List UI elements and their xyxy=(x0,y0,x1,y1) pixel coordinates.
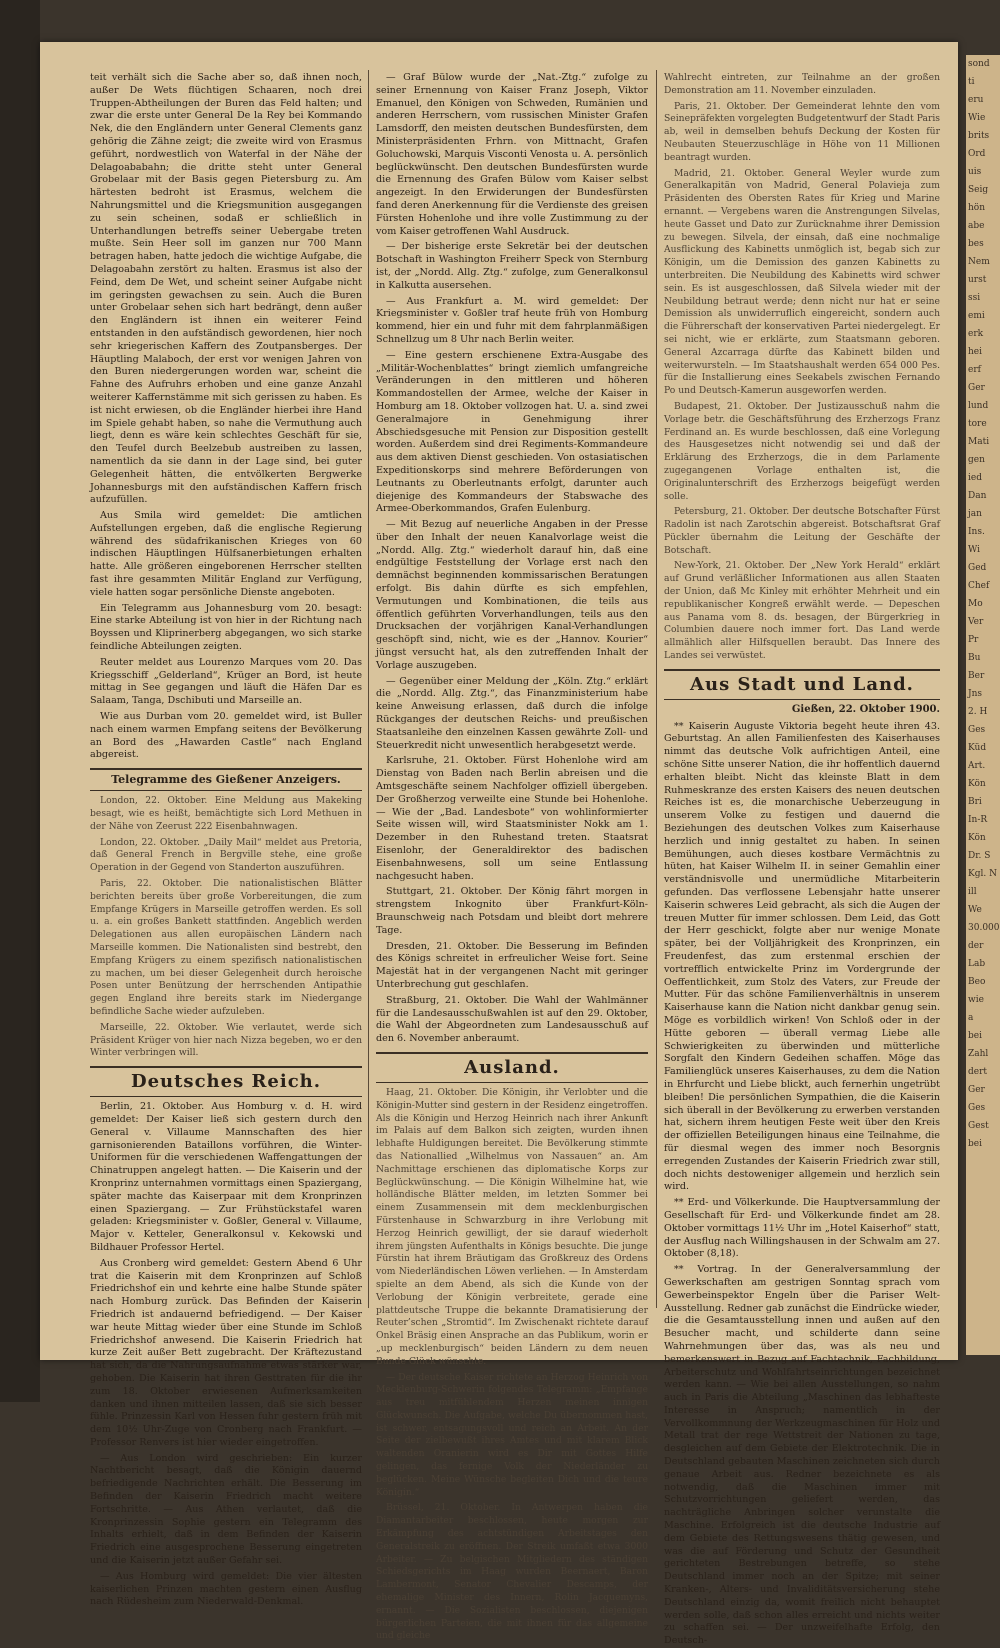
strip-fragment: hön xyxy=(968,203,986,213)
article-strassburg: Straßburg, 21. Oktober. Die Wahl der Wahlmänner für die Landesausschußwahlen ist auf den 29. Oktober, die Wahl der Abgeordneten zum Landesausschuß auf den 6. November anberaumt. xyxy=(376,994,648,1045)
strip-fragment: Bri xyxy=(968,797,982,807)
article-smila: Aus Smila wird gemeldet: Die amtlichen Aufstellungen ergeben, daß die englische Regierung während des südafrikanischen Krieges von 60 indischen Häuptlingen Hülfsanerbietungen erhalten hatte. Alle größeren eingeborenen Herrscher stellten fast ihre gesammten Militär England zur Verfügung, viele hatten sogar persönliche Dienste angeboten. xyxy=(90,510,362,598)
article-wahlrecht: Wahlrecht eintreten, zur Teilnahme an der großen Demonstration am 11. November einzuladen. xyxy=(664,72,940,96)
strip-fragment: Wie xyxy=(968,113,986,123)
strip-fragment: eru xyxy=(968,95,984,105)
article-finanzministerium: — Gegenüber einer Meldung der „Köln. Ztg.“ erklärt die „Nordd. Allg. Ztg.“, das Finanzministerium habe keine Anweisung erlassen, daß durch die infolge Rückganges der deutschen Reichs- und preußischen Staatsanleihe den einzelnen Kassen gewährte Zoll- und Steuerkredit nicht unwesentlich herabgesetzt werde. xyxy=(376,675,648,751)
strip-fragment: Kgl. N xyxy=(968,869,997,879)
strip-fragment: Mo xyxy=(968,599,983,609)
strip-fragment: Chef xyxy=(968,581,990,591)
article-bruessel: Brüssel, 21. Oktober. In Antwerpen haben die Diamantarbeiter beschlossen, heute morgen zur Erkämpfung des achtstündigen Arbeitstages den Generalstreik zu eröffnen. Der Streik umfaßt etwa 3000 Arbeiter. — Zu belgischen Mitgliedern des ständigen Schiedsgerichts im Haag wurden Beernaert, Baron Lambermont, Senator Chevalier Descamps, der ehemalige Minister des Innern, Rolin Jacquemyns, ernannt. — Die Sozialisten beschlossen, diejenigen bürgerlichen Parteien, die mit ihnen für das allgemeine und gleiche xyxy=(376,1502,648,1642)
strip-fragment: Kön xyxy=(968,833,986,843)
column-rule-1 xyxy=(368,70,369,1308)
article-cronberg: Aus Cronberg wird gemeldet: Gestern Abend 6 Uhr trat die Kaiserin mit dem Kronprinzen auf Schloß Friedrichshof ein und kehrte eine halbe Stunde später nach Homburg zurück. Das Befinden der Kaiserin Friedrich ist andauernd befriedigend. — Der Kaiser war heute Mittag wieder über eine Stunde im Schloß Friedrichshof anwesend. Die Kaiserin Friedrich hat kurze Zeit außer Bett zugebracht. Der Kräftezustand hat sich, da die Nahrungsaufnahme etwas stärker war, gehoben. Die Kaiserin hat ihren Gesttraten für die ihr zum 18. Oktober erwiesenen Aufmerksamkeiten danken und ihnen mitteilen lassen, daß sie sich besser fühle. Prinzessin Karl von Hessen fuhr gestern früh mit dem 10½ Uhr-Zuge von Cronberg nach Frankfurt. — Professor Renvers ist hier wieder eingetroffen. xyxy=(90,1257,362,1448)
article-paris-budget: Paris, 21. Oktober. Der Gemeinderat lehnte den vom Seinepräfekten vorgelegten Budgetentwurf der Stadt Paris ab, weil in demselben behufs Deckung der Kosten für Neubauten Steuerzuschläge in Höhe von 11 Millionen beantragt wurden. xyxy=(664,100,940,163)
strip-fragment: emi xyxy=(968,311,985,321)
strip-fragment: bei xyxy=(968,1139,982,1149)
strip-fragment: Pr xyxy=(968,635,979,645)
strip-fragment: Lab xyxy=(968,959,986,969)
article-kaiserin-geburtstag: ** Kaiserin Auguste Viktoria begeht heute ihren 43. Geburtstag. An allen Familienfesten des Kaiserhauses nimmt das deutsche Volk aufrichtigen Anteil, eine schöne Sitte unserer Nation, die ihr hoffentlich dauernd erhalten bleibt. Nicht das kleinste Blatt in dem Ruhmeskranze des ersten Kaisers des neuen deutschen Reiches ist es, die monarchische Ueberzeugung in unserem Volke zu festigen und dauernd die Beziehungen des deutschen Volkes zum Kaiserhause herzlich und innig gestaltet zu haben. In seinen Bemühungen, auch dieses kostbare Vermächtnis zu hüten, hat Kaiser Wilhelm II. in seiner Gemahlin einer verständnisvolle und unermüdliche Mitarbeiterin gefunden. Das verflossene Lebensjahr hatte unserer Kaiserin schweres Leid gebracht, als sich die Augen der treuen Mutter für immer schlossen. Dem Leid, das Gott der Herr geschickt, folgte aber nur wenige Monate später, bei der Volljährigkeit des Kronprinzen, ein Freudenfest, das zum erstenmal erschien der vortrefflich entwickelte Prinz im Vordergrunde der Oeffentlichkeit, zum Stolz des Vaters, zur Freude der Mutter. Für das schöne Familienverhältnis in unserem Kaiserhause kann die Nation nicht dankbar genug sein. Möge es vorbildlich wirken! Von Schloß oder in der Hütte geboren — überall vermag Liebe alle Schwierigkeiten zu überwinden und mütterliche Sorgfalt den Kindern Gedeihen schaffen. Möge das Familienglück unseres Kaiserhauses, zu dem die Nation in Ehrfurcht und Liebe blickt, auch fernerhin ungetrübt bleiben! Die persönlichen Sympathien, die die Kaiserin sich überall in der Bevölkerung zu erwerben verstanden hat, sichern ihrem heutigen Feste weit über den Kreis der offiziellen Beteiligungen hinaus eine Teilnahme, die für diesmal wegen des immer noch Besorgnis erregenden Zustandes der Kaiserin Friedrich zwar still, doch nichts destoweniger allgemein und herzlich sein wird. xyxy=(664,720,940,1193)
telegram-london-2: London, 22. Oktober. „Daily Mail“ meldet aus Pretoria, daß General French in Bergville stehe, eine große Operation in der Gegend von Standerton auszuführen. xyxy=(90,836,362,874)
strip-fragment: lund xyxy=(968,401,989,411)
strip-fragment: der xyxy=(968,941,984,951)
article-stuttgart: Stuttgart, 21. Oktober. Der König fährt morgen in strengstem Inkognito über Frankfurt-Köln-Braunschweig nach Potsdam und bleibt dort mehrere Tage. xyxy=(376,886,648,936)
strip-fragment: jan xyxy=(968,509,982,519)
strip-fragment: Art. xyxy=(968,761,986,771)
article-budapest: Budapest, 21. Oktober. Der Justizausschuß nahm die Vorlage betr. die Geschäftsführung des Erzherzogs Franz Ferdinand an. Es wurde beschlossen, daß eine Vorlegung des Hausgesetzes nicht notwendig sei und daß der Erklärung des Erzherzogs, die in dem Parlamente zugegangenen Vorlage enthalten ist, die Originalunterschrift des Erzherzogs beigefügt werden solle. xyxy=(664,400,940,502)
strip-fragment: hei xyxy=(968,347,983,357)
strip-fragment: Kön xyxy=(968,779,986,789)
article-lourenzo-marques: Reuter meldet aus Lourenzo Marques vom 20. Das Kriegsschiff „Gelderland“, Krüger an Bord, ist heute mittag in See gegangen und läuft die Häfen Dar es Salaam, Tanga, Dschibuti und Marseille an. xyxy=(90,656,362,707)
article-kanalvorlage: — Mit Bezug auf neuerliche Angaben in der Presse über den Inhalt der neuen Kanalvorlage weist die „Nordd. Allg. Ztg.“ wiederholt darauf hin, daß eine endgültige Feststellung der Vorlage erst nach den demnächst beginnenden kommissarischen Beratungen erfolgt. Bis dahin dürfte es sich empfehlen, Vermutungen und Kombinationen, die teils aus öffentlich geführten Vorverhandlungen, teils aus den Drucksachen der vorjährigen Kanal-Verhandlungen geschöpft sind, nicht, wie es der „Hannov. Kourier“ jüngst versucht hat, als den zutreffenden Inhalt der Vorlage auszugeben. xyxy=(376,519,648,671)
strip-fragment: wie xyxy=(968,995,984,1005)
strip-fragment: Ger xyxy=(968,383,985,393)
strip-fragment: 30.000 xyxy=(968,923,1000,933)
strip-fragment: Nem xyxy=(968,257,990,267)
strip-fragment: Küd xyxy=(968,743,987,753)
strip-fragment: Ger xyxy=(968,1085,985,1095)
strip-fragment: Ged xyxy=(968,563,987,573)
article-johannesburg: Ein Telegramm aus Johannesburg vom 20. besagt: Eine starke Abteilung ist von hier in der Richtung nach Boyssen und Kliprinerberg abgegangen, wo sich starke feindliche Abteilungen zeigten. xyxy=(90,602,362,653)
strip-fragment: Ber xyxy=(968,671,985,681)
strip-fragment: Ord xyxy=(968,149,986,159)
strip-fragment: Ver xyxy=(968,617,984,627)
article-erd-voelkerkunde: ** Erd- und Völkerkunde. Die Hauptversammlung der Gesellschaft für Erd- und Völkerkunde findet am 28. Oktober vormittags 11½ Uhr im „Hotel Kaiserhof“ statt, der Ausflug nach Willingshausen in der Schwalm am 27. Oktober (8,18). xyxy=(664,1197,940,1260)
strip-fragment: abe xyxy=(968,221,985,231)
strip-fragment: Ges xyxy=(968,725,986,735)
strip-fragment: erk xyxy=(968,329,984,339)
strip-fragment: Dr. S xyxy=(968,851,991,861)
article-dresden: Dresden, 21. Oktober. Die Besserung im Befinden des Königs schreitet in erfreulicher Weise fort. Seine Majestät hat in der vergangenen Nacht mit geringer Unterbrechung gut geschlafen. xyxy=(376,940,648,990)
strip-fragment: ied xyxy=(968,473,982,483)
column-2 xyxy=(376,72,648,1642)
strip-fragment: Dan xyxy=(968,491,987,501)
section-heading-stadt-und-land: Aus Stadt und Land. xyxy=(664,669,940,700)
column-3 xyxy=(664,72,940,1647)
strip-fragment: Mati xyxy=(968,437,990,447)
strip-fragment: Ges xyxy=(968,1103,986,1113)
article-frankfurt: — Aus Frankfurt a. M. wird gemeldet: Der Kriegsminister v. Goßler traf heute früh von Homburg kommend, hier ein und fuhr mit dem fahrplanmäßigen Schnellzug um 8 Uhr nach Berlin weiter. xyxy=(376,295,648,345)
article-vortrag: ** Vortrag. In der Generalversammlung der Gewerkschaften am gestrigen Sonntag sprach vom Gewerbeinspektor Engeln über die Pariser Welt-Ausstellung. Redner gab zunächst die Eindrücke wieder, die die Gesamtausstellung innen und außen auf den Besucher macht, und schilderte dann seine Wahrnehmungen über das, was als neu und bemerkenswert in Bezug auf Fachtechnik, Fachbildung, Arbeiterschutz und Wohlfahrtseinrichtungen bezeichnet werden kann. — Wie bei allen Ausstellungen, so nahm auch in Paris die Abteilung „Maschinen das lebhafteste Interesse in Anspruch; namentlich in der Vervollkommnung der Werkzeugmaschinen für Holz und Metall trat der rege Wettstreit der Nationen zu tage, desgleichen auf dem Gebiete der Elektrotechnik. Die in Deutschland gebauten Maschinen zeichneten sich durch genaue Arbeit aus. Redner bezeichnete es als notwendig, daß die Maschinen immer mit Schutzvorrichtungen geliefert werden, das nachträgliche Anbringen solcher verunstalte die Maschine. Erfolgreich ist die deutsche Industrie auf dem Gebiete des Rettungswesens thätig gewesen, und was die auf Förderung und Schutz der Gesundheit gerichteten Bestrebungen betreffe, so stehe Deutschland immer noch an der Spitze; mit seiner Kranken-, Alters- und Invaliditätsversicherung stehe Deutschland einzig da, womit freilich nicht behauptet werden solle, daß schon alles erreicht und nichts weiter zu schaffen sei. — Der unzweifelhafte Erfolg, den Deutsch- xyxy=(664,1264,940,1647)
strip-fragment: Jns xyxy=(968,689,983,699)
column-rule-2 xyxy=(656,70,657,1308)
strip-fragment: urst xyxy=(968,275,987,285)
strip-fragment: dert xyxy=(968,1067,988,1077)
telegram-paris: Paris, 22. Oktober. Die nationalistischen Blätter berichten bereits über große Vorbereitungen, die zum Empfange Krügers in Marseille getroffen werden. Es soll u. a. ein großes Bankett stattfinden. Angeblich werden Delegationen aus allen europäischen Ländern nach Marseille kommen. Die Nationalisten sind bestrebt, den Empfang Krügers zu einem spezifisch nationalistischen zu machen, um bei dieser Gelegenheit durch heroische Posen unter Benützung der herrschenden Antipathie gegen England ihre bereits stark im Niedergange befindliche Sache wieder aufzuleben. xyxy=(90,878,362,1017)
strip-fragment: erf xyxy=(968,365,981,375)
section-heading-deutsches-reich: Deutsches Reich. xyxy=(90,1066,362,1097)
strip-fragment: Seig xyxy=(968,185,989,195)
strip-fragment: sond xyxy=(968,59,990,69)
book-binding-edge xyxy=(0,0,40,1402)
article-madrid: Madrid, 21. Oktober. General Weyler wurde zum Generalkapitän von Madrid, General Polavieja zum Präsidenten des Obersten Rates für Krieg und Marine ernannt. — Vergebens waren die Anstrengungen Silvelas, heute Gasset und Dato zur Zurücknahme ihrer Demission zu bewegen. Silvela, der einsah, daß eine nochmalige Ausflickung des Kabinetts unmöglich ist, begab sich zur Königin, um die Demission des ganzen Kabinetts zu unterbreiten. Die Neubildung des Kabinetts wird schwer sein. Es ist ausgeschlossen, daß Silvela wieder mit der Neubildung betraut werde; denn nicht nur hat er seine Demission als unwiderruflich eingereicht, sondern auch die Führerschaft der konservativen Partei niedergelegt. Er sei nicht, wie er erklärte, zum Staatsmann geboren. General Azcarraga dürfte das Kabinett bilden und weiterwursteln. — Im Staatshaushalt werden 654 000 Pes. für die Installierung eines Seekabels zwischen Fernando Po und Deutsch-Kamerun ausgeworfen werden. xyxy=(664,167,940,397)
article-graf-buelow: — Graf Bülow wurde der „Nat.-Ztg.“ zufolge zu seiner Ernennung von Kaiser Franz Joseph, Viktor Emanuel, den Königen von Schweden, Rumänien und anderen Herrschern, vom russischen Minister Grafen Lamsdorff, den meisten deutschen Bundesfürsten, dem Ministerpräsidenten Frhrn. von Mittnacht, Grafen Goluchowski, Marquis Visconti Venosta u. A. persönlich beglückwünscht. Den deutschen Bundesfürsten wurde die Ernennung des Grafen Bülow vom Kaiser selbst angezeigt. In den Erwiderungen der Bundesfürsten fand deren Anerkennung für die Verdienste des greisen Fürsten Hohenlohe und ihre volle Zustimmung zu der vom Kaiser getroffenen Wahl Ausdruck. xyxy=(376,72,648,237)
article-kaiser-telegramm: — Der deutsche Kaiser richtete an Herzog Heinrich von Mecklenburg-Schwerin folgendes Telegramm: „Empfange aus treu mitfühlendem Herzen meinen innigen Glückwunsch. Die Aufgabe, welche Du übernommen hast, ist schwer, entsagungsvoll und reich an Arbeit. An der Seite der zielbewußt ihres Amtes und mit klarem Blick waltenden Oranierin wird es Dir mit Gottes Hilfe gelingen, das fernige Volk der Niederländer zu beglücken. Meine Wünsche begleiten Dich und die teure Königin.“ xyxy=(376,1371,648,1498)
strip-fragment: uis xyxy=(968,167,982,177)
section-heading-ausland: Ausland. xyxy=(376,1052,648,1083)
dateline: Gießen, 22. Oktober 1900. xyxy=(791,703,940,715)
column-1 xyxy=(90,72,362,1608)
strip-fragment: ti xyxy=(968,77,975,87)
article-homburg: — Aus Homburg wird gemeldet: Die vier ältesten kaiserlichen Prinzen machten gestern einen Ausflug nach Rüdesheim zum Niederwald-Denkmal. xyxy=(90,1570,362,1608)
article-london-athen: — Aus London wird geschrieben: Ein kurzer Nachtbericht besagt, daß die Königin dauernd befriedigende Nachrichten erhält. Die Besserung im Befinden der Kaiserin Friedrich macht weitere Fortschritte. — Aus Athen verlautet, daß die Kronprinzessin Sophie gestern ein Telegramm des Inhalts erhielt, daß in dem Befinden der Kaiserin Friedrich eine ausgesprochene Besserung eingetreten und die Kaiserin jetzt außer Gefahr sei. xyxy=(90,1452,362,1567)
strip-fragment: bei xyxy=(968,1031,982,1041)
strip-fragment: bes xyxy=(968,239,984,249)
article-new-york: New-York, 21. Oktober. Der „New York Herald“ erklärt auf Grund verläßlicher Informationen aus allen Staaten der Union, daß Mc Kinley mit erhöhter Mehrheit und ein republikanischer Kongreß erwählt werde. — Depeschen aus Panama vom 8. ds. besagen, der Bürgerkrieg in Columbien dauere noch immer fort. Das Land werde allmählich aller Hilfsquellen beraubt. Das Innere des Landes sei verwüstet. xyxy=(664,560,940,662)
strip-fragment: Gest xyxy=(968,1121,989,1131)
article-boer-war: teit verhält sich die Sache aber so, daß ihnen noch, außer De Wets flüchtigen Schaaren, noch drei Truppen-Abtheilungen der Buren das Feld halten; und zwar die erste unter General De la Rey bei Kommando Nek, die den Engländern unter General Clements ganz gehörig die Zähne zeigt; die zweite wird von Erasmus geführt, nordwestlich von Waterfal in der Nähe der Delagoababahn; die dritte steht unter General Grobelaar mit der Basis gegen Pietersburg zu. Am härtesten bedroht ist Erasmus, welchem die Nahrungsmittel und die Kriegsmunition ausgegangen zu sein scheinen, sodaß er schließlich in Unterhandlungen betreffs seiner Uebergabe treten mußte. Sein Heer soll im ganzen nur 700 Mann betragen haben, hatte jedoch die wichtige Aufgabe, die Delagoabahn zerstört zu halten. Erasmus ist also der Feind, dem De Wet, und scheint seiner Aufgabe nicht im geringsten gewachsen zu sein. Auch die Buren unter Grobelaar sehen sich hart bedrängt, denn außer den Engländern ist ihnen ein weiterer Feind entstanden in den aufständisch gewordenen, hier noch sehr kriegerischen Kaffern des Zoutpansberges. Der Häuptling Malaboch, der erst vor wenigen Jahren von den Buren niedergerungen worden war, scheint die Fahne des Aufruhrs erhoben und eine ganze Anzahl weiterer Kaffernstämme mit sich gerissen zu haben. Es ist nicht erwiesen, ob die Engländer hierbei ihre Hand im Spiele gehabt haben, so nahe die Vermuthung auch liegt, denn es wäre kein schlechtes Geschäft für sie, den Teufel durch Beelzebub austreiben zu lassen, namentlich da sie dann in der Lage sind, bei guter Gelegenheit hätten, die entvölkerten Bergwerke Johannesburgs mit den aufständischen Kaffern frisch aufzufüllen. xyxy=(90,72,362,506)
strip-fragment: Wi xyxy=(968,545,980,555)
strip-fragment: tore xyxy=(968,419,987,429)
strip-fragment: ssi xyxy=(968,293,981,303)
strip-fragment: In-R xyxy=(968,815,988,825)
section-heading-telegrams: Telegramme des Gießener Anzeigers. xyxy=(90,768,362,791)
strip-fragment: Beo xyxy=(968,977,986,987)
adjacent-page-fragment xyxy=(966,55,1000,1355)
strip-fragment: a xyxy=(968,1013,974,1023)
article-militaer-wochenblatt: — Eine gestern erschienene Extra-Ausgabe des „Militär-Wochenblattes“ bringt ziemlich umfangreiche Veränderungen in den mittleren und höheren Kommandostellen der Armee, welche der Kaiser in Homburg am 18. Oktober vollzogen hat. U. a. sind zwei Generalmajore in Genehmigung ihrer Abschiedsgesuche mit Pension zur Disposition gestellt worden. Außerdem sind drei Regiments-Kommandeure aus dem aktiven Dienst geschieden. Von ostasiatischen Expeditionskorps sind mehrere Beförderungen von Leutnants zu Oberleutnants erfolgt, darunter auch diejenige des Kommandeurs der Stabswache des Armee-Oberkommandos, Grafen Eulenburg. xyxy=(376,349,648,515)
telegram-marseille: Marseille, 22. Oktober. Wie verlautet, werde sich Präsident Krüger von hier nach Nizza begeben, wo er den Winter verbringen will. xyxy=(90,1021,362,1059)
article-haag: Haag, 21. Oktober. Die Königin, ihr Verlobter und die Königin-Mutter sind gestern in der Residenz eingetroffen. Als die Königin und Herzog Heinrich nach ihrer Ankunft im Palais auf dem Balkon sich zeigten, wurden ihnen lebhafte Huldigungen bereitet. Die Bevölkerung stimmte das Nationallied „Wilhelmus von Nassauen“ an. Am Nachmittage erschienen das diplomatische Korps zur Beglückwünschung. — Die Königin Wilhelmine hat, wie holländische Blätter melden, im letzten Sommer bei einem Zusammensein mit dem mecklenburgischen Fürstenhause in Schwarzburg in ihre Verlobung mit Herzog Heinrich gewilligt, der sie darauf wiederholt ihrem jüngsten Aufenthalts in Königs besuchte. Die junge Fürstin hat ihrem Bräutigam das Großkreuz des Ordens vom Niederländischen Löwen verliehen. — In Amsterdam spielte an dem Abend, als sich die Kunde von der Verlobung der Königin verbreitete, gerade eine plattdeutsche Truppe die bekannte Dramatisierung der Reuter’schen „Stromtid“. Im Zwischenakt richtete darauf Onkel Bräsig einen Ansprache an das Publikum, worin er „up mecklenburgisch“ beiden Ländern zu dem neuen Bunde Glück wünschte. xyxy=(376,1086,648,1367)
strip-fragment: brits xyxy=(968,131,990,141)
strip-fragment: ill xyxy=(968,887,977,897)
strip-fragment: Zahl xyxy=(968,1049,989,1059)
article-petersburg: Petersburg, 21. Oktober. Der deutsche Botschafter Fürst Radolin ist nach Zarotschin abgereist. Botschaftsrat Graf Pückler übernahm die Leitung der Geschäfte der Botschaft. xyxy=(664,506,940,556)
telegram-london-1: London, 22. Oktober. Eine Meldung aus Makeking besagt, wie es heißt, bemächtigte sich Lord Methuen in der Nähe von Zeerust 222 Eisenbahnwagen. xyxy=(90,795,362,832)
strip-fragment: Ins. xyxy=(968,527,985,537)
strip-fragment: We xyxy=(968,905,982,915)
article-berlin: Berlin, 21. Oktober. Aus Homburg v. d. H. wird gemeldet: Der Kaiser ließ sich gestern durch den General v. Villaume Mannschaften des hier garnisonierenden Bataillons vorführen, die Winter-Uniformen für die verschiedenen Waffengattungen der Chinatruppen angelegt hatten. — Die Kaiserin und der Kronprinz unternahmen vormittags einen Spaziergang, später machte das Kaiserpaar mit dem Kronprinzen einen Spaziergang. — Zur Frühstückstafel waren geladen: Kriegsminister v. Goßler, General v. Villaume, Major v. Ketteler, Generalkonsul v. Kekowski und Bildhauer Professor Hertel. xyxy=(90,1101,362,1253)
strip-fragment: Bu xyxy=(968,653,981,663)
article-durban: Wie aus Durban vom 20. gemeldet wird, ist Buller nach einem warmen Empfang seitens der Bevölkerung an Bord des „Hawarden Castle“ nach England abgereist. xyxy=(90,711,362,761)
article-karlsruhe: Karlsruhe, 21. Oktober. Fürst Hohenlohe wird am Dienstag von Baden nach Berlin abreisen und die Amtsgeschäfte seinem Nachfolger offiziell übergeben. Der Großherzog verweilte eine Stunde bei Hohenlohe. — Wie der „Bad. Landesbote“ von wohlinformierter Seite wissen will, wird Staatsminister Nokk am 1. Dezember in den Ruhestand treten. Staatsrat Eisenlohr, der Generaldirektor des badischen Eisenbahnwesens, soll um seine Entlassung nachgesucht haben. xyxy=(376,755,648,882)
strip-fragment: 2. H xyxy=(968,707,988,717)
article-sternburg: — Der bisherige erste Sekretär bei der deutschen Botschaft in Washington Freiherr Speck von Sternburg ist, der „Nordd. Allg. Ztg.“ zufolge, zum Generalkonsul in Kalkutta ausersehen. xyxy=(376,241,648,291)
strip-fragment: gen xyxy=(968,455,985,465)
